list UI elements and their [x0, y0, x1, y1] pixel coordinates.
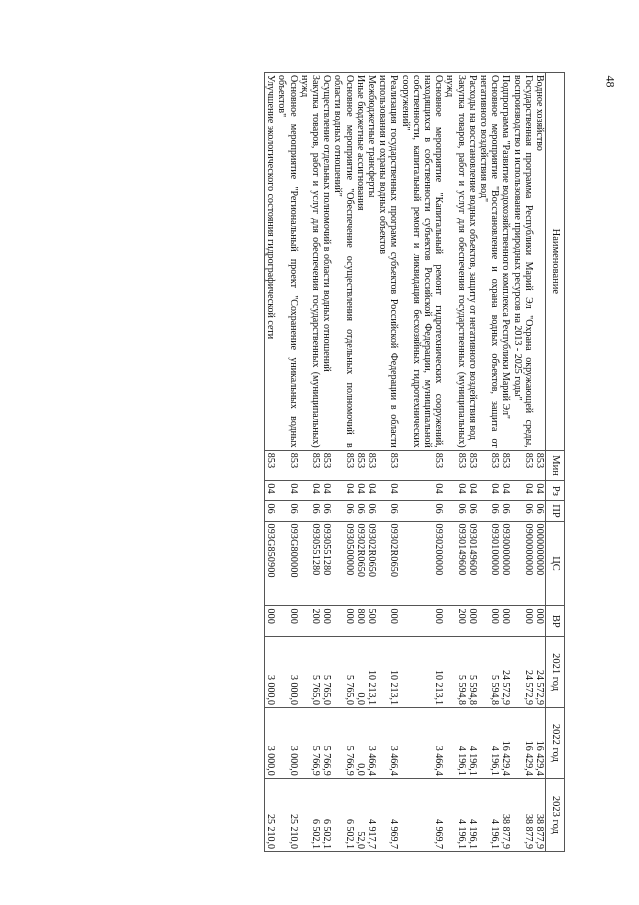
cell-rz: 04 — [467, 481, 478, 501]
cell-min: 853 — [321, 450, 332, 481]
rotated-page-area — [100, 72, 565, 852]
cell-2022: 3 466,4 0,0 5 766,9 — [332, 707, 377, 778]
cell-rz: 04 — [321, 481, 332, 501]
col-header-2022: 2022 год — [546, 707, 565, 778]
table-row — [500, 73, 511, 852]
cell-vr: 000 — [467, 606, 478, 637]
cell-vr: 000 000 — [511, 606, 545, 637]
cell-cs: 0930551280 — [321, 521, 332, 606]
cell-2023: 4 196,1 — [478, 778, 500, 851]
cell-name: Межбюджетные трансферты Иные бюджетные ассигнования Основное мероприятие "Обеспечение осуществления отдельных полномочий в области водных отношений" — [332, 73, 377, 451]
cell-vr: 000 — [276, 606, 298, 637]
cell-cs: 093G800000 — [276, 521, 298, 606]
cell-cs: 0930551280 — [299, 521, 321, 606]
cell-vr: 000 — [399, 606, 444, 637]
cell-name: Основное мероприятие "Региональный проект "Сохранение уникальных водных объектов" — [276, 73, 298, 451]
cell-min: 853 — [500, 450, 511, 481]
cell-rz: 04 — [299, 481, 321, 501]
col-header-cs: ЦС — [546, 521, 565, 606]
table-row — [478, 73, 500, 852]
cell-2022: 3 000,0 — [276, 707, 298, 778]
cell-vr: 000 — [500, 606, 511, 637]
cell-pr: 06 — [500, 501, 511, 521]
cell-cs: 09302R0650 09302R0650 0930500000 — [332, 521, 377, 606]
cell-vr: 200 — [299, 606, 321, 637]
cell-min: 853 — [444, 450, 466, 481]
cell-2021: 5 594,8 — [467, 637, 478, 708]
cell-name: Подпрограмма "Развитие водохозяйственного комплекса Республики Марий Эл" — [500, 73, 511, 451]
cell-pr: 06 06 — [511, 501, 545, 521]
cell-2022: 4 196,1 — [478, 707, 500, 778]
cell-2022: 16 429,4 16 429,4 — [511, 707, 545, 778]
cell-cs: 0930200000 — [399, 521, 444, 606]
cell-2023: 4 196,1 — [444, 778, 466, 851]
budget-table — [264, 72, 565, 852]
cell-min: 853 — [399, 450, 444, 481]
cell-pr: 06 — [264, 501, 276, 521]
cell-2023: 6 502,1 — [321, 778, 332, 851]
cell-2023: 4 969,7 — [399, 778, 444, 851]
cell-2022: 16 429,4 — [500, 707, 511, 778]
cell-2022: 3 466,4 — [399, 707, 444, 778]
cell-min: 853 — [276, 450, 298, 481]
cell-vr: 000 — [478, 606, 500, 637]
cell-2023: 38 877,9 — [500, 778, 511, 851]
table-row — [321, 73, 332, 852]
col-header-2021: 2021 год — [546, 637, 565, 708]
cell-rz: 04 — [444, 481, 466, 501]
col-header-pr: ПР — [546, 501, 565, 521]
cell-pr: 06 — [444, 501, 466, 521]
cell-2022: 4 196,1 — [444, 707, 466, 778]
table-row — [467, 73, 478, 852]
cell-2022: 4 196,1 — [467, 707, 478, 778]
cell-2021: 5 765,0 — [321, 637, 332, 708]
cell-name: Расходы на восстановление водных объектов, защиту от негативного воздействия вод — [467, 73, 478, 451]
cell-vr: 200 — [444, 606, 466, 637]
cell-2022: 3 466,4 — [377, 707, 399, 778]
cell-2023: 25 210,0 — [264, 778, 276, 851]
cell-rz: 04 — [500, 481, 511, 501]
cell-cs: 0930000000 — [500, 521, 511, 606]
cell-pr: 06 — [276, 501, 298, 521]
col-header-min: Мин — [546, 450, 565, 481]
cell-name: Закупка товаров, работ и услуг для обеспечения государственных (муниципальных) нужд — [444, 73, 466, 451]
cell-2023: 4 917,7 52,0 6 502,1 — [332, 778, 377, 851]
cell-name: Улучшение экологического состояния гидрографической сети — [264, 73, 276, 451]
cell-pr: 06 — [467, 501, 478, 521]
cell-rz: 04 04 04 — [332, 481, 377, 501]
cell-2021: 10 213,1 — [377, 637, 399, 708]
cell-rz: 04 — [478, 481, 500, 501]
table-body — [264, 73, 545, 852]
col-header-name: Наименование — [546, 73, 565, 451]
cell-2022: 5 766,9 — [299, 707, 321, 778]
cell-vr: 000 — [264, 606, 276, 637]
cell-pr: 06 — [321, 501, 332, 521]
cell-name: Основное мероприятие "Восстановление и охрана водных объектов, защита от негативного воздействия вод" — [478, 73, 500, 451]
cell-2023: 25 210,0 — [276, 778, 298, 851]
cell-pr: 06 — [299, 501, 321, 521]
col-header-2023: 2023 год — [546, 778, 565, 851]
cell-2022: 5 766,9 — [321, 707, 332, 778]
cell-min: 853 853 853 — [332, 450, 377, 481]
cell-name: Основное мероприятие "Капитальный ремонт гидротехнических сооружений, находящихся в собственности субъектов Российской Федерации, муниципальной собственности, капитальный ремонт и ликвидация бесхозяйных гидротехнических сооружений" — [399, 73, 444, 451]
cell-2022: 3 000,0 — [264, 707, 276, 778]
table-row — [276, 73, 298, 852]
cell-min: 853 — [467, 450, 478, 481]
cell-cs: 0000000000 0900000000 — [511, 521, 545, 606]
cell-min: 853 853 — [511, 450, 545, 481]
budget-sheet — [100, 72, 565, 852]
cell-vr: 000 — [377, 606, 399, 637]
cell-name: Закупка товаров, работ и услуг для обеспечения государственных (муниципальных) нужд — [299, 73, 321, 451]
cell-min: 853 — [478, 450, 500, 481]
cell-2023: 6 502,1 — [299, 778, 321, 851]
cell-pr: 06 06 06 — [332, 501, 377, 521]
cell-min: 853 — [377, 450, 399, 481]
cell-rz: 04 — [276, 481, 298, 501]
cell-2021: 24 572,9 — [500, 637, 511, 708]
cell-2021: 3 000,0 — [276, 637, 298, 708]
header-row — [546, 73, 565, 852]
col-header-rz: Рз — [546, 481, 565, 501]
cell-2021: 5 765,0 — [299, 637, 321, 708]
cell-rz: 04 — [377, 481, 399, 501]
cell-2023: 4 969,7 — [377, 778, 399, 851]
cell-cs: 093G850900 — [264, 521, 276, 606]
cell-pr: 06 — [478, 501, 500, 521]
cell-min: 853 — [264, 450, 276, 481]
cell-2021: 5 594,8 — [478, 637, 500, 708]
cell-2021: 10 213,1 0,0 5 765,0 — [332, 637, 377, 708]
table-row — [377, 73, 399, 852]
table-row — [399, 73, 444, 852]
cell-rz: 04 — [264, 481, 276, 501]
table-row — [332, 73, 377, 852]
table-row — [264, 73, 276, 852]
cell-cs: 09302R0650 — [377, 521, 399, 606]
cell-name: Реализация государственных программ субъектов Российской Федерации в области использования и охраны водных объектов — [377, 73, 399, 451]
cell-2023: 38 877,9 38 877,9 — [511, 778, 545, 851]
cell-name: Осуществление отдельных полномочий в области водных отношений — [321, 73, 332, 451]
cell-min: 853 — [299, 450, 321, 481]
cell-2021: 3 000,0 — [264, 637, 276, 708]
table-row — [299, 73, 321, 852]
cell-rz: 04 04 — [511, 481, 545, 501]
col-header-vr: ВР — [546, 606, 565, 637]
cell-cs: 0930100000 — [478, 521, 500, 606]
cell-2021: 10 213,1 — [399, 637, 444, 708]
cell-vr: 500 800 000 — [332, 606, 377, 637]
cell-cs: 0930149600 — [467, 521, 478, 606]
cell-rz: 04 — [399, 481, 444, 501]
cell-2023: 4 196,1 — [467, 778, 478, 851]
table-row — [511, 73, 545, 852]
cell-pr: 06 — [399, 501, 444, 521]
cell-name: Водное хозяйство Государственная программа Республики Марий Эл "Охрана окружающей среды, воспроизводство и использование природных ресурсов на 2013 - 2025 годы" — [511, 73, 545, 451]
table-row — [444, 73, 466, 852]
cell-2021: 24 572,9 24 572,9 — [511, 637, 545, 708]
cell-vr: 000 — [321, 606, 332, 637]
cell-pr: 06 — [377, 501, 399, 521]
page-number: 48 — [603, 75, 618, 88]
cell-cs: 0930149600 — [444, 521, 466, 606]
cell-2021: 5 594,8 — [444, 637, 466, 708]
